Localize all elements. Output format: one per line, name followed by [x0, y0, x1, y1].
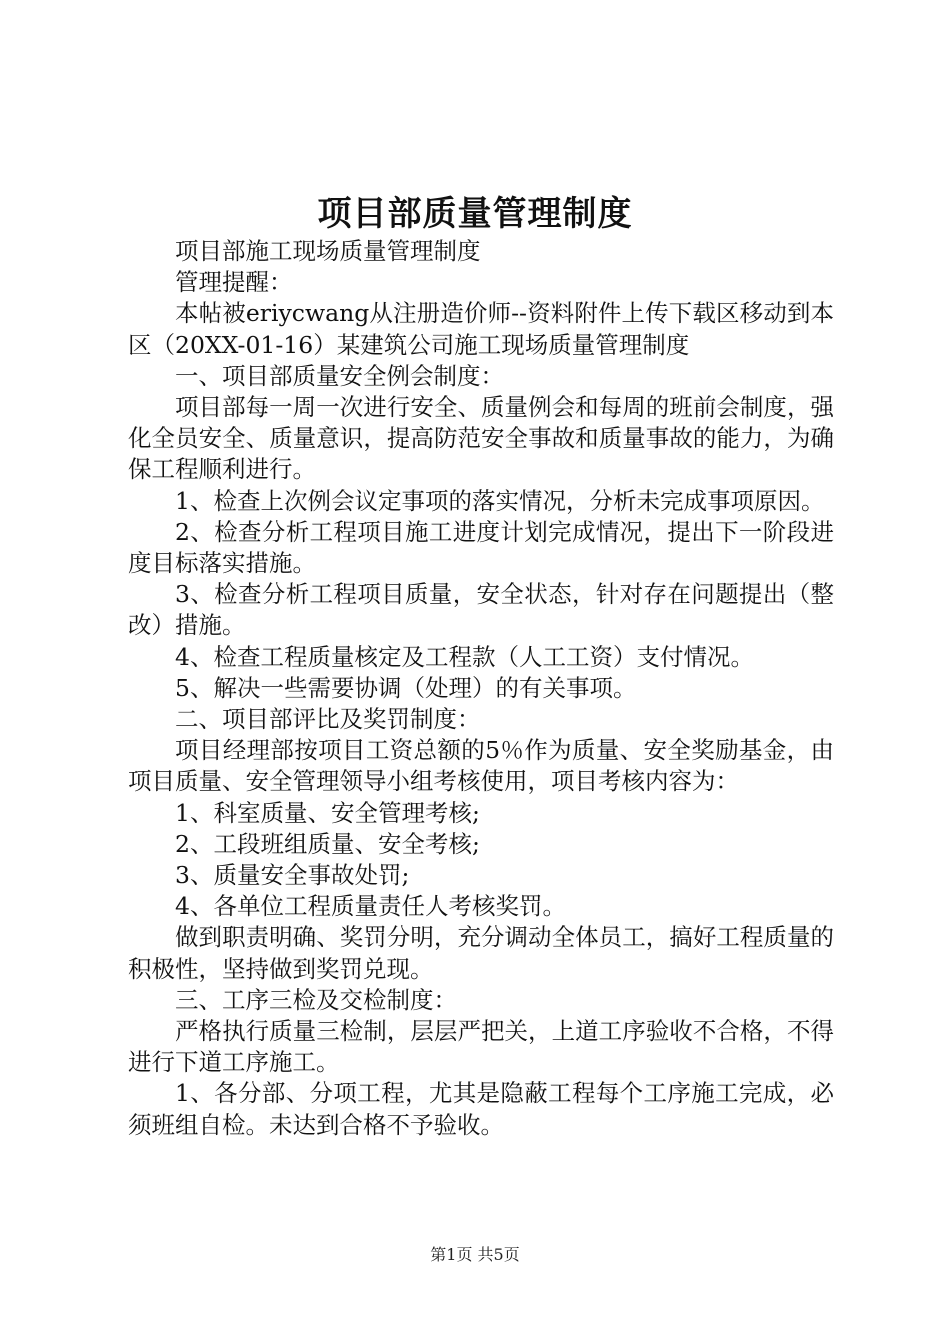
- list-item: 1、检查上次例会议定事项的落实情况，分析未完成事项原因。: [175, 486, 825, 515]
- list-item: 1、科室质量、安全管理考核;: [175, 798, 480, 827]
- list-item: 3、检查分析工程项目质量，安全状态，针对存在问题提出（整改）措施。: [128, 580, 834, 640]
- paragraph: 做到职责明确、奖罚分明，充分调动全体员工，搞好工程质量的积极性，坚持做到奖罚兑现。: [128, 923, 834, 983]
- list-item: 1、各分部、分项工程，尤其是隐蔽工程每个工序施工完成，必须班组自检。未达到合格不予验收。: [128, 1079, 834, 1139]
- list-item: 5、解决一些需要协调（处理）的有关事项。: [175, 673, 637, 702]
- section-heading: 一、项目部质量安全例会制度：: [175, 361, 504, 390]
- list-item: 2、工段班组质量、安全考核;: [175, 829, 480, 858]
- list-item: 4、各单位工程质量责任人考核奖罚。: [175, 892, 566, 921]
- section-heading: 三、工序三检及交检制度：: [175, 985, 457, 1014]
- paragraph: 管理提醒：: [175, 268, 293, 297]
- paragraph: 严格执行质量三检制，层层严把关，上道工序验收不合格，不得进行下道工序施工。: [128, 1017, 834, 1077]
- list-item: 3、质量安全事故处罚;: [175, 861, 410, 890]
- list-item: 2、检查分析工程项目施工进度计划完成情况，提出下一阶段进度目标落实措施。: [128, 517, 834, 578]
- paragraph: 项目经理部按项目工资总额的5％作为质量、安全奖励基金，由项目质量、安全管理领导小组考核使用，项目考核内容为：: [128, 736, 834, 796]
- page-number: 第1页 共5页: [430, 1245, 520, 1264]
- list-item: 4、检查工程质量核定及工程款（人工工资）支付情况。: [175, 642, 754, 671]
- paragraph: 本帖被eriycwang从注册造价师--资料附件上传下载区移动到本区（20XX-01-16）某建筑公司施工现场质量管理制度: [128, 299, 834, 359]
- page-title: 项目部质量管理制度: [317, 194, 633, 234]
- document-body: [128, 236, 834, 1141]
- paragraph: 项目部施工现场质量管理制度: [175, 237, 481, 265]
- section-heading: 二、项目部评比及奖罚制度：: [175, 705, 481, 734]
- paragraph: 项目部每一周一次进行安全、质量例会和每周的班前会制度，强化全员安全、质量意识，提高防范安全事故和质量事故的能力，为确保工程顺利进行。: [128, 393, 834, 484]
